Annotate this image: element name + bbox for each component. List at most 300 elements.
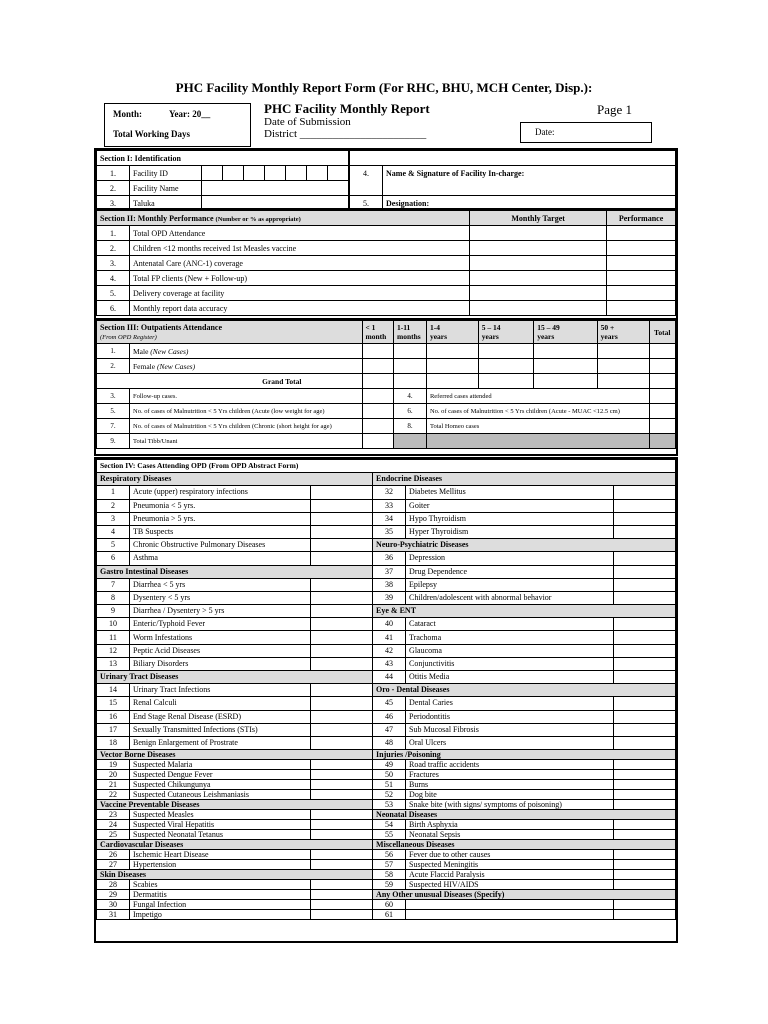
age-col-header: 15 – 49 years: [534, 321, 597, 344]
target-cell[interactable]: [470, 256, 607, 271]
row-number: 13: [97, 657, 130, 670]
table-row: [97, 671, 676, 684]
row-label: Monthly report data accuracy: [130, 301, 470, 316]
count-cell[interactable]: [614, 900, 676, 910]
row-number: 9.: [97, 434, 130, 449]
disease-label: Children/adolescent with abnormal behavior: [406, 591, 614, 604]
row-number: 8: [97, 591, 130, 604]
disease-label: Suspected Chikungunya: [130, 780, 311, 790]
count-cell[interactable]: [614, 565, 676, 578]
table-row: [97, 723, 676, 736]
facility-id-digit[interactable]: [328, 166, 350, 181]
table-row: [97, 578, 676, 591]
disease-label: Hypertension: [130, 860, 311, 870]
district-field[interactable]: District _______________________: [264, 128, 427, 140]
row-number: 12: [97, 644, 130, 657]
row-number: 41: [373, 631, 406, 644]
row-number: 39: [373, 591, 406, 604]
table-row: [97, 419, 676, 434]
disease-label: Suspected Malaria: [130, 760, 311, 770]
disease-label: Worm Infestations: [130, 631, 311, 644]
disease-label: Ischemic Heart Disease: [130, 850, 311, 860]
category-header: Endocrine Diseases: [373, 473, 676, 486]
count-cell[interactable]: [614, 723, 676, 736]
col-header: Performance: [607, 211, 676, 226]
disease-label: Peptic Acid Diseases: [130, 644, 311, 657]
table-row: [97, 631, 676, 644]
age-col-header: < 1 month: [362, 321, 393, 344]
count-cell[interactable]: [311, 723, 373, 736]
row-label: No. of cases of Malnutrition < 5 Yrs children (Chronic (short height for age): [130, 419, 363, 434]
performance-cell[interactable]: [607, 301, 676, 316]
row-label: No. of cases of Malnutrition < 5 Yrs children (Acute (low weight for age): [130, 404, 363, 419]
disease-label: Road traffic accidents: [406, 760, 614, 770]
table-row: [97, 256, 676, 271]
count-cell[interactable]: [311, 499, 373, 512]
disease-label: Dysentery < 5 yrs: [130, 591, 311, 604]
performance-cell[interactable]: [607, 271, 676, 286]
table-row: [97, 657, 676, 670]
disease-label: Benign Enlargement of Prostrate: [130, 736, 311, 749]
total-cell[interactable]: [649, 374, 676, 389]
row-number: 7.: [97, 419, 130, 434]
count-cell[interactable]: [614, 657, 676, 670]
facility-id-digit[interactable]: [202, 166, 223, 181]
facility-id-digit[interactable]: [307, 166, 328, 181]
count-cell[interactable]: [614, 552, 676, 565]
input-cell[interactable]: [649, 404, 676, 419]
count-cell[interactable]: [311, 910, 373, 920]
date-box[interactable]: [520, 122, 652, 143]
performance-cell[interactable]: [607, 286, 676, 301]
row-number: 6: [97, 552, 130, 565]
section-title: Section I: Identification: [97, 151, 350, 166]
section-title-text: Section II: Monthly Performance: [100, 213, 214, 223]
table-row: [97, 644, 676, 657]
table-row: [97, 880, 676, 890]
count-cell[interactable]: [426, 359, 478, 374]
disease-label: Neonatal Sepsis: [406, 830, 614, 840]
disease-label: Diarrhea < 5 yrs: [130, 578, 311, 591]
disease-label: End Stage Renal Disease (ESRD): [130, 710, 311, 723]
count-cell[interactable]: [614, 850, 676, 860]
form-title: PHC Facility Monthly Report Form (For RHC, BHU, MCH Center, Disp.):: [175, 80, 593, 95]
table-row: [97, 211, 676, 226]
row-number: 52: [373, 790, 406, 800]
table-row: [97, 790, 676, 800]
count-cell[interactable]: [311, 780, 373, 790]
row-number: 47: [373, 723, 406, 736]
grand-total-label: Grand Total: [97, 374, 363, 389]
disease-label: Otitis Media: [406, 671, 614, 684]
age-col-header: 1-4 years: [426, 321, 478, 344]
row-number: 1.: [97, 226, 130, 241]
row-label: Taluka: [130, 196, 202, 211]
table-row: [97, 591, 676, 604]
row-number: 2.: [97, 359, 130, 374]
count-cell[interactable]: [614, 736, 676, 749]
table-row: [97, 910, 676, 920]
row-label: Delivery coverage at facility: [130, 286, 470, 301]
count-cell[interactable]: [649, 359, 676, 374]
table-row: [97, 697, 676, 710]
row-number: 26: [97, 850, 130, 860]
count-cell[interactable]: [614, 499, 676, 512]
table-row: [97, 434, 676, 449]
count-cell[interactable]: [311, 710, 373, 723]
table-row: [97, 840, 676, 850]
disease-label: Renal Calculi: [130, 697, 311, 710]
section-title-note: (Number or % as appropriate): [215, 215, 301, 223]
disease-label: Sub Mucosal Fibrosis: [406, 723, 614, 736]
disease-label: Dermatitis: [130, 890, 311, 900]
facility-id-digit[interactable]: [244, 166, 265, 181]
row-number: 5.: [97, 286, 130, 301]
month-year-box: [104, 103, 251, 147]
count-cell[interactable]: [311, 900, 373, 910]
category-header: Skin Diseases: [97, 870, 373, 880]
count-cell[interactable]: [597, 359, 649, 374]
table-row: [97, 473, 676, 486]
count-cell[interactable]: [614, 578, 676, 591]
input-cell[interactable]: [202, 181, 350, 196]
input-cell[interactable]: [362, 419, 393, 434]
count-cell[interactable]: [311, 644, 373, 657]
disease-label: Chronic Obstructive Pulmonary Diseases: [130, 539, 311, 552]
row-number: 10: [97, 618, 130, 631]
count-cell[interactable]: [311, 578, 373, 591]
count-cell[interactable]: [614, 760, 676, 770]
row-label: [130, 359, 363, 374]
row-number: 49: [373, 760, 406, 770]
count-cell[interactable]: [311, 618, 373, 631]
row-number: 3.: [97, 256, 130, 271]
row-label: Referred cases attended: [426, 389, 649, 404]
category-header: Injuries /Poisoning: [373, 750, 676, 760]
disease-label: TB Suspects: [130, 525, 311, 538]
spacer: [349, 151, 676, 166]
table-row: [97, 374, 676, 389]
input-cell[interactable]: [649, 389, 676, 404]
count-cell[interactable]: [311, 860, 373, 870]
count-cell[interactable]: [614, 800, 676, 810]
table-row: [97, 736, 676, 749]
row-number: 33: [373, 499, 406, 512]
count-cell[interactable]: [614, 486, 676, 499]
count-cell[interactable]: [311, 605, 373, 618]
category-header: Vector Borne Diseases: [97, 750, 373, 760]
signature-label[interactable]: Name & Signature of Facility In-charge:: [383, 166, 676, 181]
count-cell[interactable]: [614, 860, 676, 870]
row-number: 4.: [393, 389, 426, 404]
count-cell[interactable]: [311, 810, 373, 820]
table-row: [97, 900, 676, 910]
count-cell[interactable]: [311, 890, 373, 900]
count-cell[interactable]: [614, 780, 676, 790]
count-cell[interactable]: [614, 770, 676, 780]
count-cell[interactable]: [614, 618, 676, 631]
row-number: 50: [373, 770, 406, 780]
count-cell[interactable]: [614, 671, 676, 684]
disease-label: Pneumonia < 5 yrs.: [130, 499, 311, 512]
table-row: [97, 870, 676, 880]
row-number: 18: [97, 736, 130, 749]
total-cell[interactable]: [534, 374, 597, 389]
disease-label: Biliary Disorders: [130, 657, 311, 670]
row-number: 27: [97, 860, 130, 870]
row-number: 61: [373, 910, 406, 920]
count-cell[interactable]: [311, 486, 373, 499]
count-cell[interactable]: [311, 850, 373, 860]
performance-cell[interactable]: [607, 256, 676, 271]
count-cell[interactable]: [614, 591, 676, 604]
total-cell[interactable]: [478, 374, 533, 389]
row-number: 6.: [393, 404, 426, 419]
row-number: 23: [97, 810, 130, 820]
count-cell[interactable]: [311, 820, 373, 830]
disease-label: Epilepsy: [406, 578, 614, 591]
target-cell[interactable]: [470, 271, 607, 286]
row-label: [426, 434, 649, 449]
count-cell[interactable]: [614, 880, 676, 890]
table-row: [97, 460, 676, 473]
row-number: 38: [373, 578, 406, 591]
age-col-header: 50 + years: [597, 321, 649, 344]
total-cell[interactable]: [393, 374, 426, 389]
count-cell[interactable]: [614, 697, 676, 710]
disease-label: Diarrhea / Dysentery > 5 yrs: [130, 605, 311, 618]
disease-label: Hyper Thyroidism: [406, 525, 614, 538]
age-col-header: 5 – 14 years: [478, 321, 533, 344]
count-cell[interactable]: [311, 657, 373, 670]
table-row: [97, 552, 676, 565]
row-number: 60: [373, 900, 406, 910]
col-header: Monthly Target: [470, 211, 607, 226]
count-cell[interactable]: [311, 760, 373, 770]
disease-label: Periodontitis: [406, 710, 614, 723]
count-cell[interactable]: [311, 790, 373, 800]
row-number: 9: [97, 605, 130, 618]
row-number: 22: [97, 790, 130, 800]
count-cell[interactable]: [614, 631, 676, 644]
count-cell[interactable]: [311, 539, 373, 552]
count-cell[interactable]: [614, 525, 676, 538]
disease-label: Dog bite: [406, 790, 614, 800]
count-cell[interactable]: [534, 359, 597, 374]
row-label: Facility ID: [130, 166, 202, 181]
facility-id-digit[interactable]: [286, 166, 307, 181]
table-row: [97, 525, 676, 538]
count-cell[interactable]: [311, 770, 373, 780]
count-cell[interactable]: [614, 820, 676, 830]
row-label: Total FP clients (New + Follow-up): [130, 271, 470, 286]
input-cell[interactable]: [362, 434, 393, 449]
row-label-text: Male: [133, 346, 149, 356]
input-cell[interactable]: [649, 434, 676, 449]
row-number: 48: [373, 736, 406, 749]
row-number: 3.: [97, 389, 130, 404]
row-number: 1.: [97, 344, 130, 359]
disease-label: Suspected HIV/AIDS: [406, 880, 614, 890]
count-cell[interactable]: [362, 359, 393, 374]
row-number: 15: [97, 697, 130, 710]
age-col-header: 1-11 months: [393, 321, 426, 344]
count-cell[interactable]: [393, 359, 426, 374]
row-number: 54: [373, 820, 406, 830]
count-cell[interactable]: [478, 359, 533, 374]
table-row: [97, 226, 676, 241]
disease-label: Sexually Transmitted Infections (STIs): [130, 723, 311, 736]
count-cell[interactable]: [311, 525, 373, 538]
count-cell[interactable]: [597, 344, 649, 359]
row-number: 42: [373, 644, 406, 657]
input-cell[interactable]: [362, 389, 393, 404]
date-label: Date:: [535, 127, 555, 137]
row-label: Total OPD Attendance: [130, 226, 470, 241]
disease-label: [406, 910, 614, 920]
table-row: [97, 271, 676, 286]
row-number: 31: [97, 910, 130, 920]
count-cell[interactable]: [311, 830, 373, 840]
row-number: 6.: [97, 301, 130, 316]
count-cell[interactable]: [614, 512, 676, 525]
disease-label: Urinary Tract Infections: [130, 684, 311, 697]
count-cell[interactable]: [614, 710, 676, 723]
row-number: 20: [97, 770, 130, 780]
disease-label: Drug Dependence: [406, 565, 614, 578]
count-cell[interactable]: [614, 910, 676, 920]
count-cell[interactable]: [614, 790, 676, 800]
row-label: No. of cases of Malnutrition < 5 Yrs children (Acute - MUAC <12.5 cm): [426, 404, 649, 419]
disease-label: Conjunctivitis: [406, 657, 614, 670]
count-cell[interactable]: [614, 830, 676, 840]
row-label: Facility Name: [130, 181, 202, 196]
category-header: Respiratory Diseases: [97, 473, 373, 486]
row-number: 30: [97, 900, 130, 910]
designation-label[interactable]: Designation:: [383, 196, 676, 211]
row-number: 46: [373, 710, 406, 723]
performance-cell[interactable]: [607, 241, 676, 256]
category-header: Miscellaneous Diseases: [373, 840, 676, 850]
count-cell[interactable]: [478, 344, 533, 359]
count-cell[interactable]: [311, 684, 373, 697]
count-cell[interactable]: [614, 644, 676, 657]
disease-label: Oral Ulcers: [406, 736, 614, 749]
row-number: 21: [97, 780, 130, 790]
count-cell[interactable]: [426, 344, 478, 359]
target-cell[interactable]: [470, 241, 607, 256]
table-row: [97, 404, 676, 419]
row-number: 5.: [97, 404, 130, 419]
disease-label: Diabetes Mellitus: [406, 486, 614, 499]
target-cell[interactable]: [470, 286, 607, 301]
count-cell[interactable]: [534, 344, 597, 359]
total-cell[interactable]: [426, 374, 478, 389]
disease-label: Asthma: [130, 552, 311, 565]
count-cell[interactable]: [393, 344, 426, 359]
target-cell[interactable]: [470, 301, 607, 316]
table-row: [97, 181, 676, 196]
spacer[interactable]: [383, 181, 676, 196]
row-label: [130, 344, 363, 359]
disease-label: Acute (upper) respiratory infections: [130, 486, 311, 499]
report-title: PHC Facility Monthly Report: [264, 101, 430, 116]
count-cell[interactable]: [614, 870, 676, 880]
date-of-submission: Date of Submission: [264, 116, 351, 128]
row-number: 4.: [97, 271, 130, 286]
row-label: Total Tibb/Unani: [130, 434, 363, 449]
section-identification: [94, 148, 678, 210]
input-cell[interactable]: [362, 404, 393, 419]
row-number: 56: [373, 850, 406, 860]
table-row: [97, 321, 676, 344]
target-cell[interactable]: [470, 226, 607, 241]
facility-id-digit[interactable]: [265, 166, 286, 181]
table-row: [97, 565, 676, 578]
section-subtitle: (From OPD Register): [100, 333, 157, 341]
table-row: [97, 241, 676, 256]
row-number: [393, 434, 426, 449]
row-number: 51: [373, 780, 406, 790]
total-cell[interactable]: [597, 374, 649, 389]
row-number: 2.: [97, 241, 130, 256]
count-cell[interactable]: [311, 512, 373, 525]
total-cell[interactable]: [362, 374, 393, 389]
input-cell[interactable]: [649, 419, 676, 434]
table-row: [97, 780, 676, 790]
table-row: [97, 618, 676, 631]
row-label: Follow-up cases.: [130, 389, 363, 404]
row-number: 3.: [97, 196, 130, 211]
row-number: 2: [97, 499, 130, 512]
disease-label: Suspected Viral Hepatitis: [130, 820, 311, 830]
count-cell[interactable]: [311, 697, 373, 710]
row-number: 32: [373, 486, 406, 499]
count-cell[interactable]: [311, 552, 373, 565]
count-cell[interactable]: [311, 736, 373, 749]
row-number: 34: [373, 512, 406, 525]
row-number: 2.: [97, 181, 130, 196]
category-header: Eye & ENT: [373, 605, 676, 618]
table-row: [97, 810, 676, 820]
section-title: Section IV: Cases Attending OPD (From OPD Abstract Form): [97, 460, 676, 473]
table-row: [97, 166, 676, 181]
category-header: Urinary Tract Diseases: [97, 671, 373, 684]
age-col-header: Total: [649, 321, 676, 344]
row-number: 19: [97, 760, 130, 770]
row-number: 17: [97, 723, 130, 736]
month-label: Month:: [113, 109, 142, 119]
table-row: [97, 605, 676, 618]
row-number: 3: [97, 512, 130, 525]
count-cell[interactable]: [311, 631, 373, 644]
row-label: Children <12 months received 1st Measles vaccine: [130, 241, 470, 256]
count-cell[interactable]: [362, 344, 393, 359]
row-number: 36: [373, 552, 406, 565]
category-header: Vaccine Preventable Diseases: [97, 800, 373, 810]
row-number: 55: [373, 830, 406, 840]
count-cell[interactable]: [649, 344, 676, 359]
count-cell[interactable]: [311, 880, 373, 890]
row-number: 5: [97, 539, 130, 552]
disease-label: Cataract: [406, 618, 614, 631]
performance-cell[interactable]: [607, 226, 676, 241]
disease-label: Glaucoma: [406, 644, 614, 657]
total-working-days-label: Total Working Days: [113, 129, 191, 139]
count-cell[interactable]: [311, 591, 373, 604]
disease-label: Enteric/Typhoid Fever: [130, 618, 311, 631]
facility-id-digit[interactable]: [223, 166, 244, 181]
